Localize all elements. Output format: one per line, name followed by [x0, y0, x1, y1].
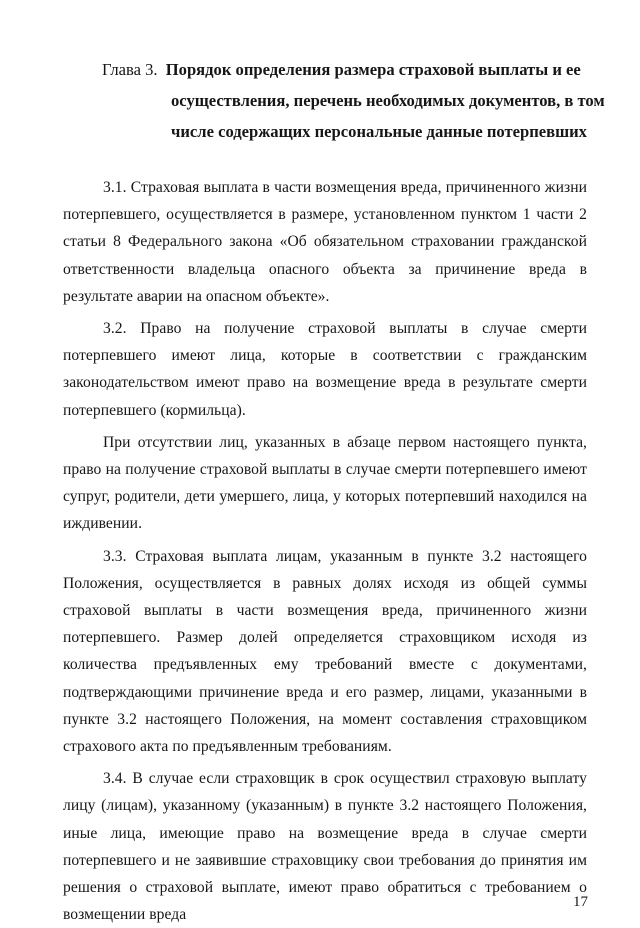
paragraph-3-3: 3.3. Страховая выплата лицам, указанным в пункте 3.2 настоящего Положения, осуществляется в равных долях исходя из общей суммы страховой выплаты в части возмещения вреда, причиненного жизни потерпевшего. Размер долей определяется страховщиком исходя из количества предъявленных ему требований вместе с документами, подтверждающими причинение вреда и его размер, лицами, указанными в пункте 3.2 настоящего Положения, на момент составления страховщиком страхового акта по предъявленным требованиям. [63, 547, 587, 756]
chapter-heading-line-1 [102, 60, 581, 80]
paragraph-3-1: 3.1. Страховая выплата в части возмещения вреда, причиненного жизни потерпевшего, осуществляется в размере, установленном пунктом 1 части 2 статьи 8 Федерального закона «Об обязательном страховании гражданской ответственности владельца опасного объекта за причинение вреда в результате аварии на опасном объекте». [63, 179, 587, 305]
document-body [63, 174, 587, 928]
paragraph-3-2: 3.2. Право на получение страховой выплаты в случае смерти потерпевшего имеют лица, которые в соответствии с гражданским законодательством имеют право на возмещение вреда в результате смерти потерпевшего (кормильца). [63, 320, 587, 419]
page-number: 17 [573, 894, 588, 910]
chapter-title-part-1: Порядок определения размера страховой выплаты и ее [165, 60, 581, 79]
chapter-title-part-2: осуществления, перечень необходимых документов, в том [171, 91, 605, 110]
paragraph-3-2-second: При отсутствии лиц, указанных в абзаце первом настоящего пункта, право на получение страховой выплаты в случае смерти потерпевшего имеют супруг, родители, дети умершего, лица, у которых потерпевший находился на иждивении. [63, 433, 587, 533]
chapter-title-part-3: числе содержащих персональные данные потерпевших [171, 122, 587, 141]
paragraph-3-4: 3.4. В случае если страховщик в срок осуществил страховую выплату лицу (лицам), указанному (указанным) в пункте 3.2 настоящего Положения, иные лица, имеющие право на возмещение вреда в случае смерти потерпевшего и не заявившие страховщику свои требования до принятия им решения о страховой выплате, имеют право обратиться с требованием о возмещении вреда [63, 770, 587, 924]
chapter-label: Глава 3. [102, 60, 158, 79]
